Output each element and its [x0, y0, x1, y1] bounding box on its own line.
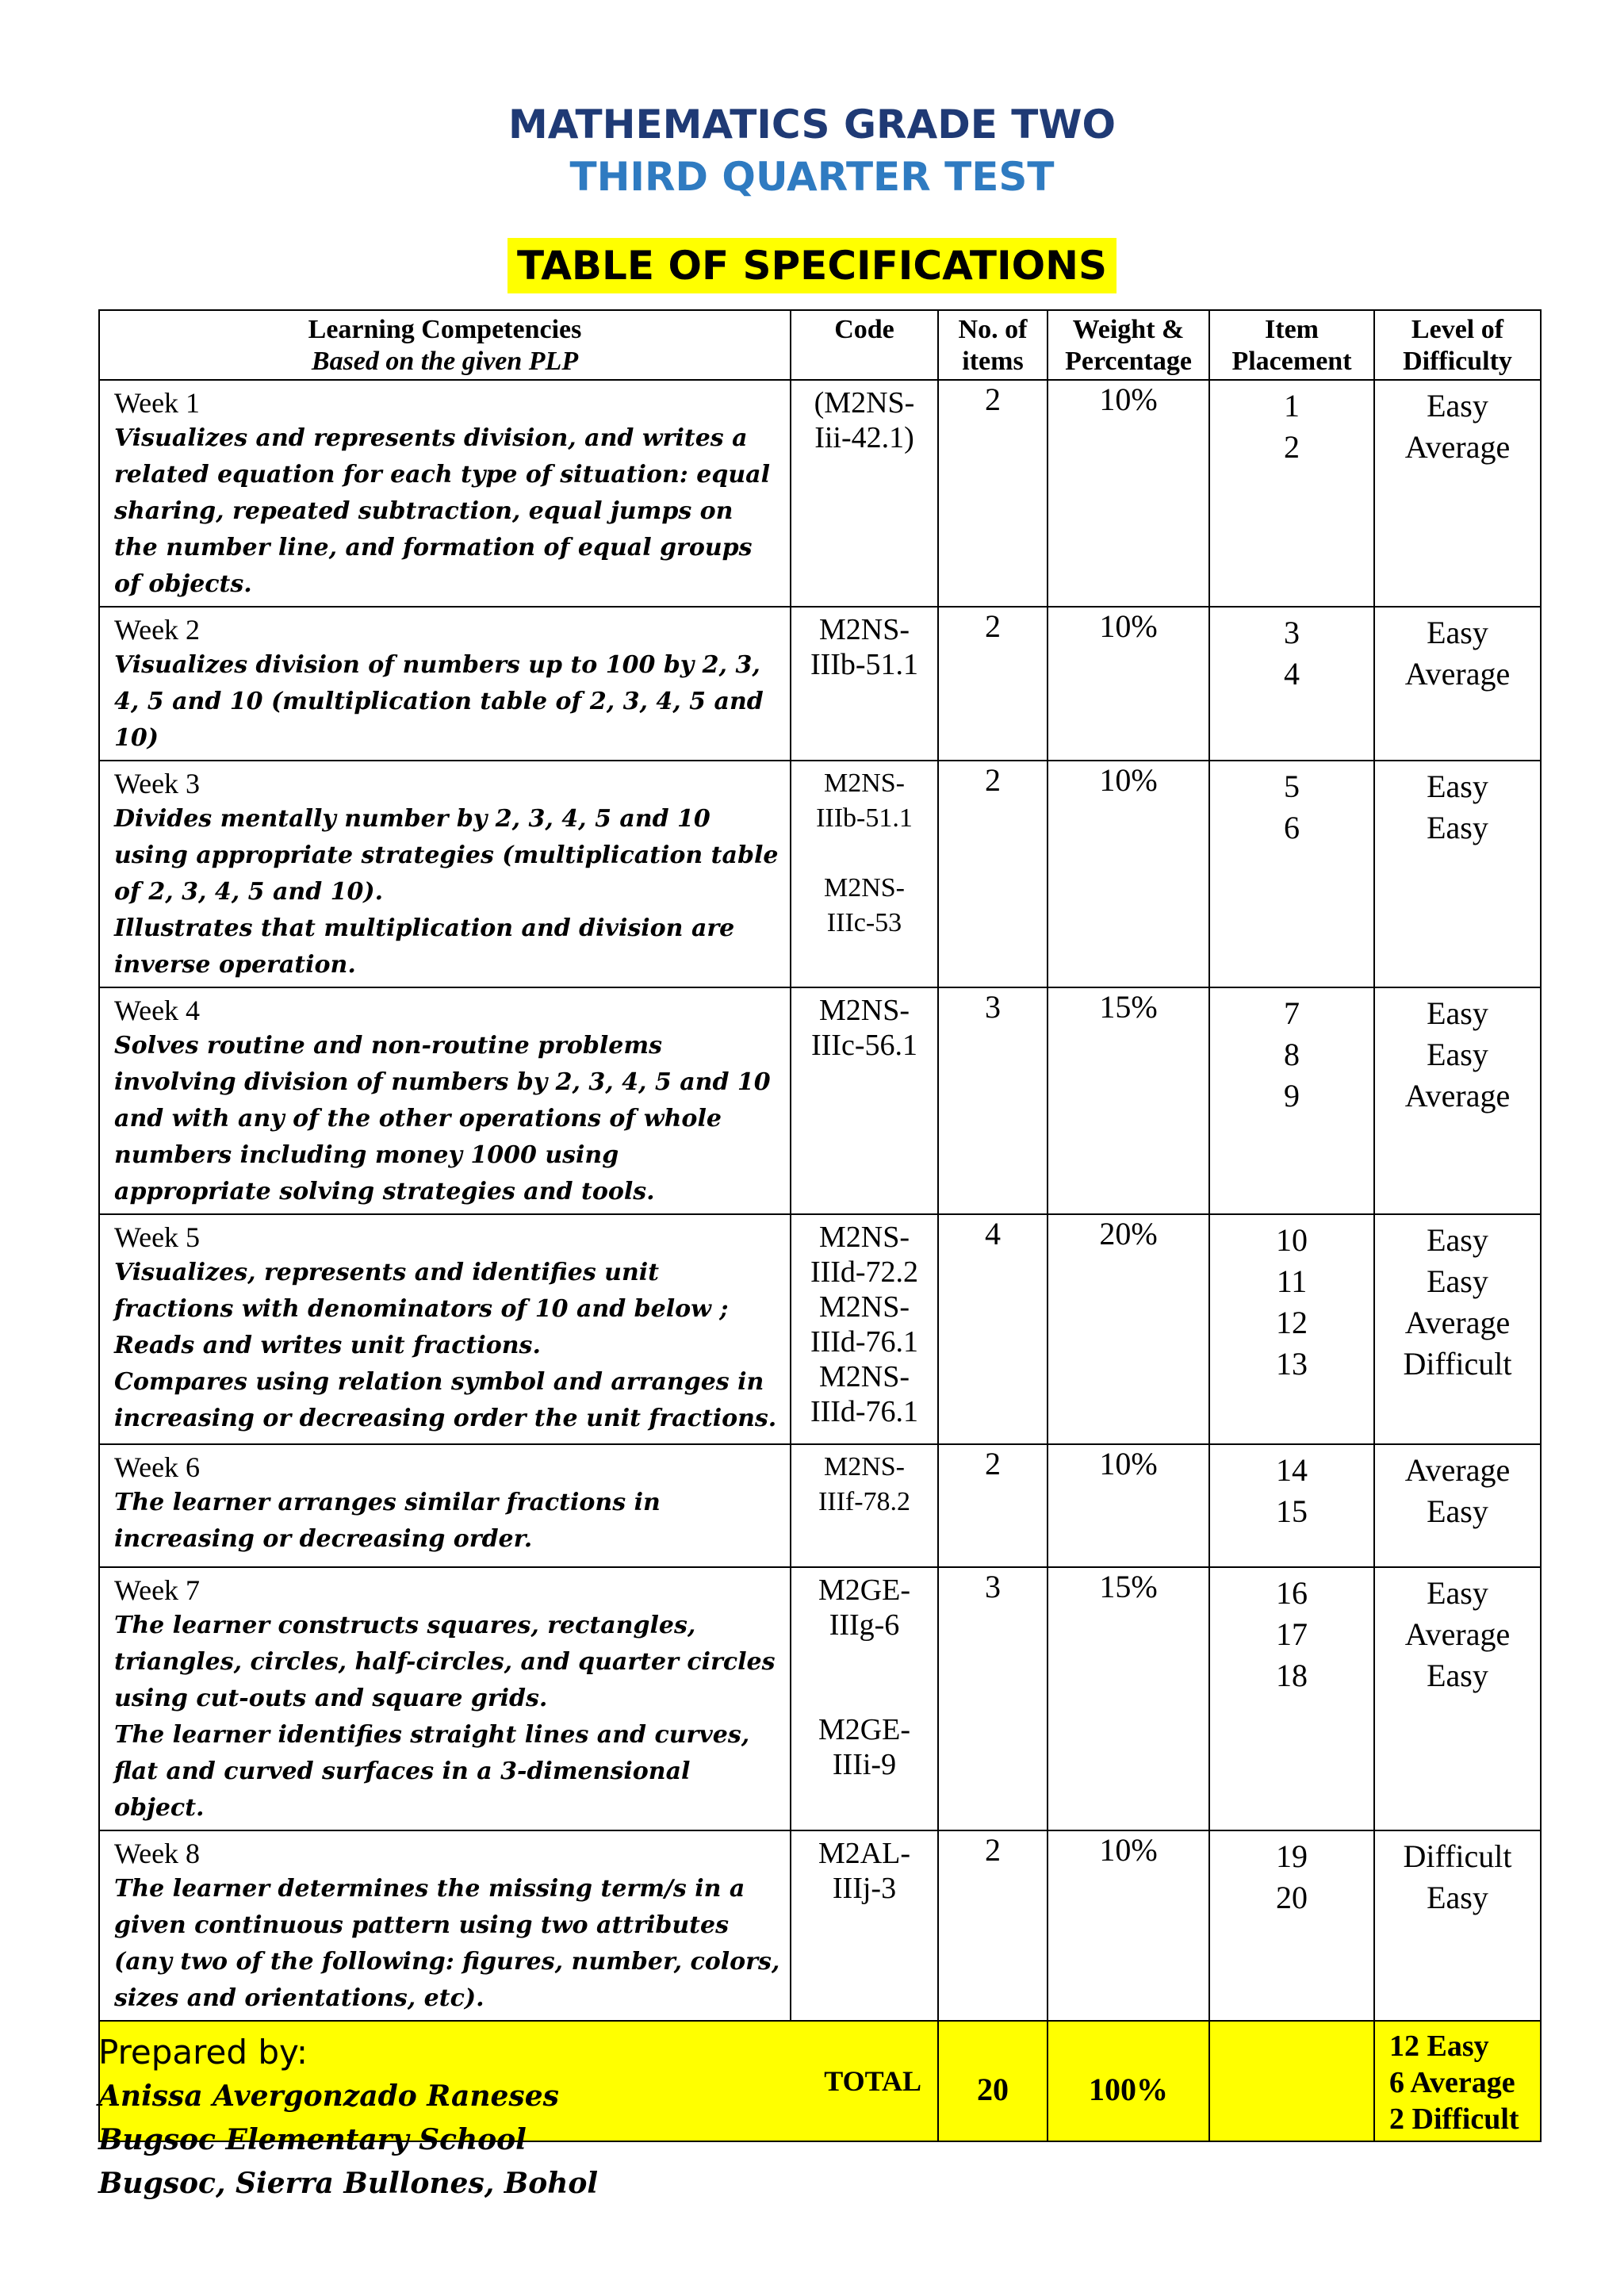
table-row [99, 607, 1541, 761]
table-row [99, 380, 1541, 607]
difficulty-level: Easy [1427, 1880, 1488, 1915]
item-placement: 5 [1284, 769, 1300, 804]
item-placement-cell [1209, 1567, 1374, 1830]
code-line [791, 1642, 937, 1677]
item-placement-cell [1209, 1830, 1374, 2021]
difficulty-level: Easy [1427, 1493, 1488, 1529]
total-difficulty-easy: 12 Easy [1389, 2030, 1489, 2063]
code-line: M2NS- [818, 994, 910, 1027]
difficulty-level: Easy [1427, 769, 1488, 804]
week-label: Week 6 [114, 1451, 201, 1483]
header-items-line1: No. of [958, 315, 1028, 344]
header-items [938, 310, 1048, 380]
code-cell [791, 1830, 938, 2021]
difficulty-level: Average [1404, 1305, 1511, 1340]
item-placement: 10 [1276, 1222, 1308, 1258]
specifications-table [98, 309, 1542, 2142]
code-line: M2NS- [818, 1360, 910, 1393]
code-line: M2NS- [818, 613, 910, 646]
difficulty-cell [1374, 380, 1541, 607]
item-placement: 17 [1276, 1616, 1308, 1652]
code-line: IIIb-51.1 [810, 648, 919, 681]
competency-text: Visualizes and represents division, and writes a related equation for each type of situation: equal sharing, repeated subtraction, equal jumps on the number line, and formation of equal groups of objects. [114, 424, 770, 598]
difficulty-level: Easy [1427, 1037, 1488, 1072]
competency-text: The learner constructs squares, rectangles, triangles, circles, half-circles, and quarter circles using cut-outs and square grids. [114, 1612, 776, 1712]
item-placement: 4 [1284, 656, 1300, 692]
competency-text: Visualizes, represents and identifies unit fractions with denominators of 10 and below ; [114, 1259, 729, 1323]
difficulty-level: Difficult [1403, 1346, 1512, 1382]
weight-percentage: 10% [1048, 607, 1209, 761]
competency-text: Illustrates that multiplication and division are inverse operation. [114, 914, 735, 979]
competency-text: Divides mentally number by 2, 3, 4, 5 and 10 using appropriate strategies (multiplication table of 2, 3, 4, 5 and 10). [114, 805, 779, 906]
competency-text: Solves routine and non-routine problems involving division of numbers by 2, 3, 4, 5 and 10 and with any of the other operations of whole numbers including money 1000 using appropriate solving strategies and tools. [114, 1032, 771, 1205]
item-placement: 14 [1276, 1452, 1308, 1488]
header-difficulty-line1: Level of [1411, 315, 1504, 344]
section-title-wrap [0, 238, 1624, 293]
difficulty-level: Easy [1427, 1658, 1488, 1693]
code-line: M2GE- [818, 1573, 911, 1607]
items-count: 2 [938, 1830, 1048, 2021]
header-weight-line1: Weight & [1072, 315, 1185, 344]
code-line [791, 1677, 937, 1712]
difficulty-level: Difficult [1403, 1838, 1512, 1874]
item-placement-cell [1209, 987, 1374, 1214]
section-title: TABLE OF SPECIFICATIONS [508, 238, 1116, 293]
item-placement-cell [1209, 607, 1374, 761]
week-label: Week 3 [114, 768, 201, 799]
weight-percentage: 20% [1048, 1214, 1209, 1444]
table-row [99, 987, 1541, 1214]
week-label: Week 7 [114, 1574, 201, 1606]
code-line: IIIb-51.1 [816, 803, 913, 833]
item-placement: 2 [1284, 429, 1300, 465]
code-line: M2GE- [818, 1713, 911, 1746]
competency-text: Visualizes division of numbers up to 100 by 2, 3, 4, 5 and 10 (multiplication table of 2, 3, 4, 5 and 10) [114, 651, 764, 752]
items-count: 2 [938, 607, 1048, 761]
item-placement: 7 [1284, 995, 1300, 1031]
total-difficulty-difficult: 2 Difficult [1389, 2102, 1519, 2136]
item-placement: 20 [1276, 1880, 1308, 1915]
competency-cell [99, 1830, 791, 2021]
competency-cell [99, 761, 791, 987]
competency-text: Reads and writes unit fractions. [114, 1332, 541, 1359]
difficulty-level: Easy [1427, 810, 1488, 845]
difficulty-level: Average [1404, 656, 1511, 692]
difficulty-level: Average [1404, 1078, 1511, 1114]
difficulty-cell [1374, 607, 1541, 761]
weight-percentage: 10% [1048, 1830, 1209, 2021]
items-count: 3 [938, 987, 1048, 1214]
competency-cell [99, 607, 791, 761]
items-count: 2 [938, 380, 1048, 607]
header-competencies-sub: Based on the given PLP [311, 347, 579, 376]
difficulty-level: Easy [1427, 1222, 1488, 1258]
table-row [99, 761, 1541, 987]
week-label: Week 4 [114, 995, 201, 1026]
weight-percentage: 15% [1048, 987, 1209, 1214]
table-header-row [99, 310, 1541, 380]
code-line: M2NS- [823, 769, 906, 798]
difficulty-cell [1374, 1830, 1541, 2021]
item-placement: 19 [1276, 1838, 1308, 1874]
difficulty-level: Average [1404, 429, 1511, 465]
difficulty-cell [1374, 1567, 1541, 1830]
preparer-name: Anissa Avergonzado Raneses [98, 2079, 559, 2113]
code-cell [791, 761, 938, 987]
weight-percentage: 15% [1048, 1567, 1209, 1830]
code-line: IIId-72.2 [810, 1255, 919, 1289]
document-title: MATHEMATICS GRADE TWO [508, 102, 1116, 148]
table-row [99, 1214, 1541, 1444]
code-cell [791, 1214, 938, 1444]
competency-text: The learner determines the missing term/s in a given continuous pattern using two attributes (any two of the following: figures, number, colors, sizes and orientations, etc). [114, 1875, 780, 2012]
competency-text: Compares using relation symbol and arranges in increasing or decreasing order the unit fractions. [114, 1368, 777, 1432]
total-placement-empty [1209, 2021, 1374, 2141]
item-placement: 12 [1276, 1305, 1308, 1340]
item-placement-cell [1209, 1214, 1374, 1444]
item-placement: 18 [1276, 1658, 1308, 1693]
prepared-by-label: Prepared by: [98, 2033, 308, 2072]
code-line: IIIf-78.2 [818, 1487, 911, 1516]
item-placement: 3 [1284, 615, 1300, 650]
code-line: M2AL- [818, 1837, 911, 1870]
weight-percentage: 10% [1048, 1444, 1209, 1567]
difficulty-cell [1374, 1214, 1541, 1444]
code-cell [791, 607, 938, 761]
header-difficulty-line2: Difficulty [1403, 347, 1512, 376]
difficulty-cell [1374, 987, 1541, 1214]
item-placement: 16 [1276, 1575, 1308, 1611]
competency-text: The learner identifies straight lines and curves, flat and curved surfaces in a 3-dimensional object. [114, 1721, 750, 1822]
item-placement: 6 [1284, 810, 1300, 845]
code-cell [791, 987, 938, 1214]
difficulty-level: Average [1404, 1616, 1511, 1652]
prepared-by-block [98, 2030, 598, 2206]
code-line: IIIj-3 [832, 1872, 897, 1905]
difficulty-level: Easy [1427, 388, 1488, 424]
competency-text: The learner arranges similar fractions in increasing or decreasing order. [114, 1489, 661, 1553]
header-placement-line1: Item [1265, 315, 1319, 344]
item-placement: 8 [1284, 1037, 1300, 1072]
code-line: IIId-76.1 [810, 1395, 919, 1428]
header-competencies [99, 310, 791, 380]
code-line: IIIg-6 [829, 1608, 900, 1642]
code-line: Iii-42.1) [814, 421, 914, 454]
preparer-address: Bugsoc, Sierra Bullones, Bohol [98, 2167, 599, 2200]
total-difficulty [1374, 2021, 1541, 2141]
code-line: (M2NS- [814, 386, 915, 420]
week-label: Week 8 [114, 1838, 201, 1869]
weight-percentage: 10% [1048, 380, 1209, 607]
header-placement [1209, 310, 1374, 380]
item-placement: 15 [1276, 1493, 1308, 1529]
code-line: IIId-76.1 [810, 1325, 919, 1359]
item-placement: 9 [1284, 1078, 1300, 1114]
difficulty-level: Easy [1427, 1575, 1488, 1611]
week-label: Week 2 [114, 614, 201, 646]
code-line: M2NS- [818, 1221, 910, 1254]
item-placement-cell [1209, 761, 1374, 987]
competency-cell [99, 380, 791, 607]
code-cell [791, 1444, 938, 1567]
header-competencies-label: Learning Competencies [308, 315, 582, 344]
weight-percentage: 10% [1048, 761, 1209, 987]
items-count: 4 [938, 1214, 1048, 1444]
competency-cell [99, 987, 791, 1214]
week-label: Week 5 [114, 1221, 201, 1253]
items-count: 3 [938, 1567, 1048, 1830]
code-line: M2NS- [823, 873, 906, 903]
header-difficulty [1374, 310, 1541, 380]
code-line: IIIc-53 [826, 908, 902, 937]
total-label: TOTAL [99, 2021, 938, 2141]
total-weight: 100% [1048, 2021, 1209, 2141]
code-cell [791, 1567, 938, 1830]
week-label: Week 1 [114, 387, 201, 419]
difficulty-cell [1374, 1444, 1541, 1567]
item-placement: 13 [1276, 1346, 1308, 1382]
table-row [99, 1830, 1541, 2021]
item-placement-cell [1209, 1444, 1374, 1567]
preparer-school: Bugsoc Elementary School [98, 2123, 527, 2156]
header-code [791, 310, 938, 380]
header-weight [1048, 310, 1209, 380]
competency-cell [99, 1444, 791, 1567]
item-placement: 1 [1284, 388, 1300, 424]
document-subtitle: THIRD QUARTER TEST [569, 154, 1055, 200]
difficulty-cell [1374, 761, 1541, 987]
competency-cell [99, 1214, 791, 1444]
code-line: IIIi-9 [832, 1748, 897, 1781]
table-row [99, 1567, 1541, 1830]
code-line: M2NS- [818, 1290, 910, 1324]
items-count: 2 [938, 1444, 1048, 1567]
table-row [99, 1444, 1541, 1567]
code-cell [791, 380, 938, 607]
difficulty-level: Easy [1427, 615, 1488, 650]
total-difficulty-average: 6 Average [1389, 2066, 1515, 2099]
item-placement: 11 [1276, 1263, 1308, 1299]
header-code-label: Code [834, 315, 894, 344]
total-items: 20 [938, 2021, 1048, 2141]
items-count: 2 [938, 761, 1048, 987]
item-placement-cell [1209, 380, 1374, 607]
code-line [791, 836, 937, 871]
difficulty-level: Average [1404, 1452, 1511, 1488]
competency-cell [99, 1567, 791, 1830]
header-placement-line2: Placement [1231, 347, 1352, 376]
difficulty-level: Easy [1427, 995, 1488, 1031]
header-items-line2: items [962, 347, 1024, 376]
code-line: IIIc-56.1 [811, 1029, 917, 1062]
difficulty-level: Easy [1427, 1263, 1488, 1299]
code-line: M2NS- [823, 1452, 906, 1481]
header-weight-line2: Percentage [1065, 347, 1192, 376]
